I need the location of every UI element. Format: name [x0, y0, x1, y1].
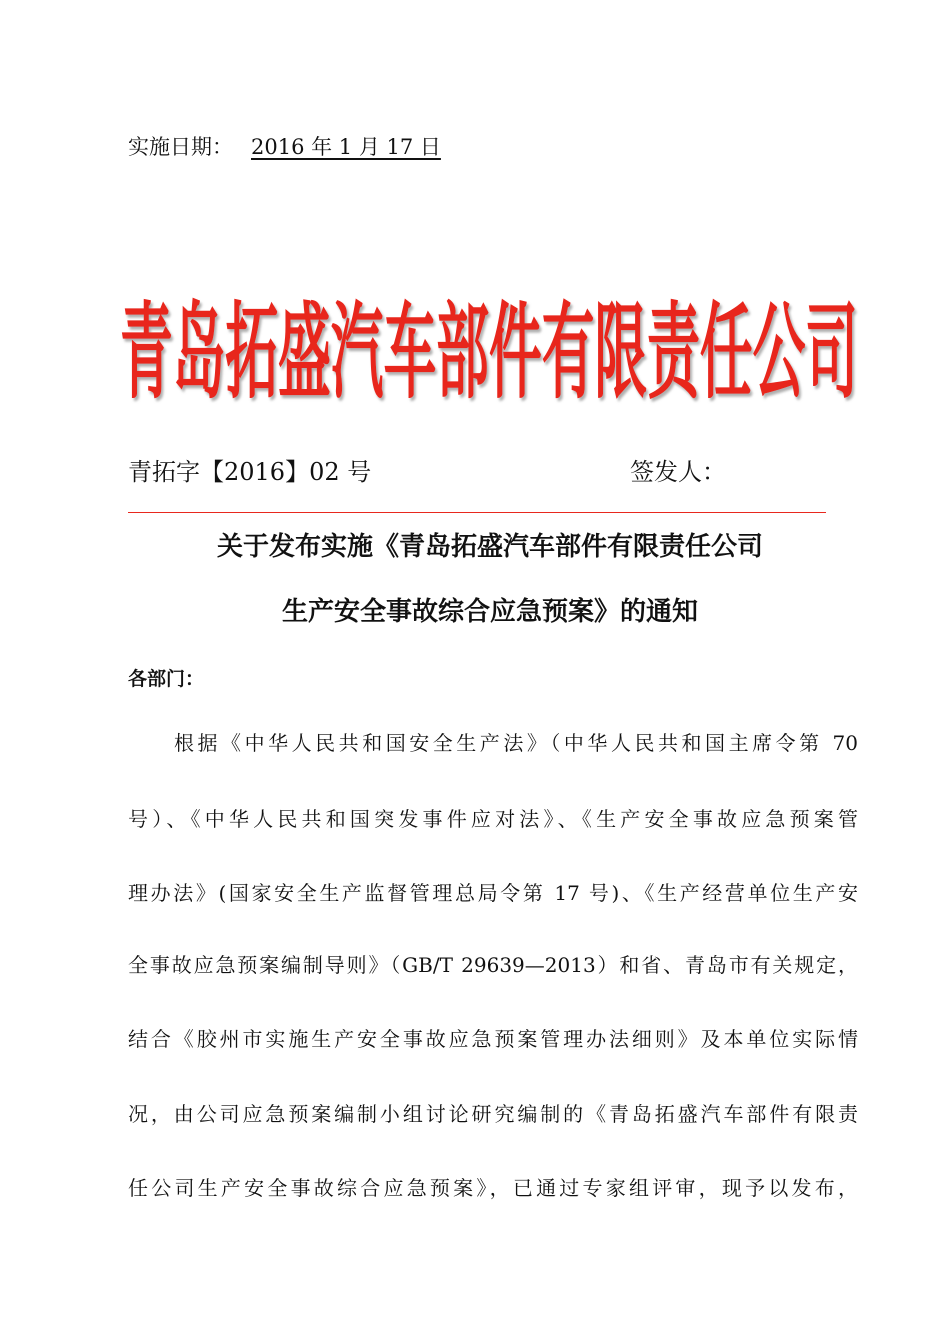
company-name-text: 青岛拓盛汽车部件有限责任公司 — [120, 291, 858, 408]
body-line-2: 号）、《中华人民共和国突发事件应对法》、《生产安全事故应急预案管 — [128, 807, 858, 831]
company-name-banner — [120, 288, 860, 408]
body-line-3: 理办法》(国家安全生产监督管理总局令第 17 号)、《生产经营单位生产安 — [128, 881, 858, 905]
document-number-row — [128, 452, 828, 492]
salutation: 各部门： — [128, 668, 205, 690]
body-line-4: 全事故应急预案编制导则》（GB/T 29639—2013）和省、青岛市有关规定， — [128, 953, 858, 977]
body-line-6: 况，由公司应急预案编制小组讨论研究编制的《青岛拓盛汽车部件有限责 — [128, 1102, 858, 1126]
notice-title-line-1: 关于发布实施《青岛拓盛汽车部件有限责任公司 — [216, 532, 763, 562]
notice-title-line-2: 生产安全事故综合应急预案》的通知 — [281, 597, 698, 627]
implementation-date-row — [128, 130, 441, 164]
document-number: 青拓字【2016】02 号 — [128, 458, 372, 486]
date-label: 实施日期： — [128, 135, 233, 159]
signer-label: 签发人： — [630, 458, 726, 486]
body-line-5: 结合《胶州市实施生产安全事故应急预案管理办法细则》及本单位实际情 — [128, 1027, 858, 1051]
date-value: 2016 年 1 月 17 日 — [251, 135, 441, 159]
body-line-1: 根据《中华人民共和国安全生产法》（中华人民共和国主席令第 70 — [174, 731, 858, 755]
body-line-7: 任公司生产安全事故综合应急预案》，已通过专家组评审，现予以发布， — [128, 1176, 858, 1200]
company-name-graphic — [120, 288, 860, 408]
red-divider — [128, 512, 826, 513]
